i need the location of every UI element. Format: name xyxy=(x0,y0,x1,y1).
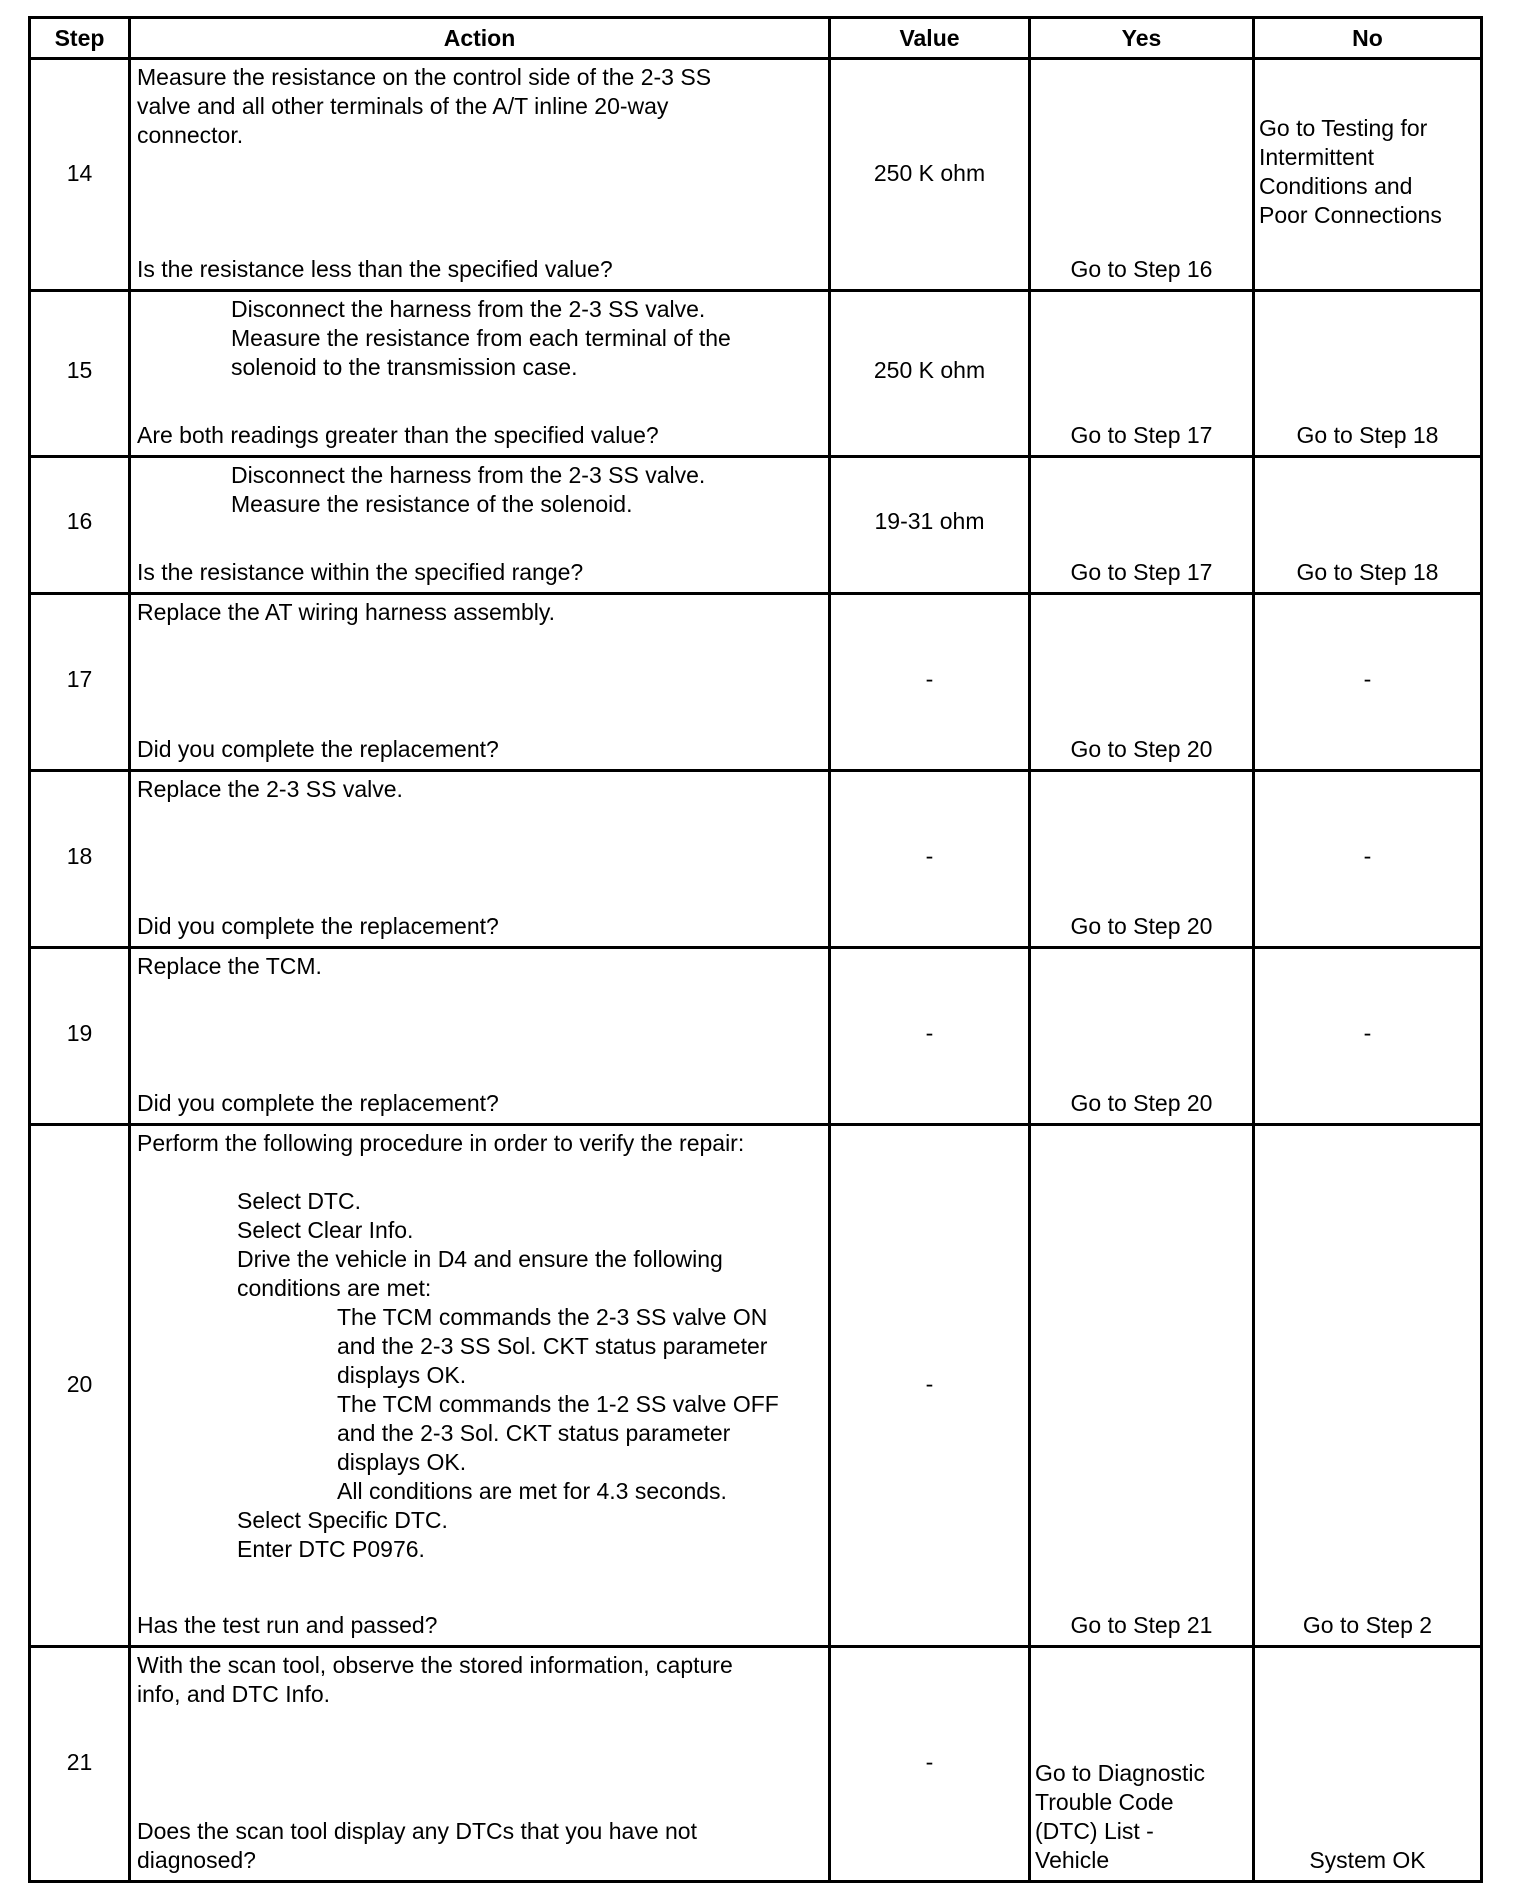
step-number: 15 xyxy=(66,357,93,383)
yes-text: Go to Step 17 xyxy=(1070,559,1213,585)
action-text: Replace the AT wiring harness assembly. xyxy=(137,599,556,625)
table-row xyxy=(30,457,1482,594)
action-text xyxy=(131,458,828,522)
question-text: Did you complete the replacement? xyxy=(137,1090,499,1116)
table-row xyxy=(30,1647,1482,1882)
action-text xyxy=(131,292,828,385)
procedure-substep: displays OK. xyxy=(337,1362,467,1388)
no-line: Conditions and xyxy=(1259,173,1413,199)
yes-text xyxy=(1035,1759,1248,1875)
yes-line: (DTC) List - xyxy=(1035,1818,1154,1844)
table-row xyxy=(30,948,1482,1125)
action-text xyxy=(131,1648,828,1712)
no-text: Go to Step 18 xyxy=(1296,559,1439,585)
action-line: connector. xyxy=(137,122,244,148)
procedure-step: conditions are met: xyxy=(237,1275,432,1301)
no-text xyxy=(1259,114,1476,230)
procedure-substep: The TCM commands the 2-3 SS valve ON xyxy=(337,1304,768,1330)
action-text: Replace the TCM. xyxy=(137,953,322,979)
value-text: 250 K ohm xyxy=(873,357,986,383)
table-row xyxy=(30,594,1482,771)
step-number: 16 xyxy=(66,508,93,534)
no-text: - xyxy=(1363,1020,1372,1046)
yes-text: Go to Step 16 xyxy=(1070,256,1213,282)
table-row xyxy=(30,291,1482,457)
action-text: Perform the following procedure in order to verify the repair: xyxy=(137,1130,745,1156)
procedure-step: Drive the vehicle in D4 and ensure the following xyxy=(237,1246,723,1272)
no-text: System OK xyxy=(1309,1847,1426,1873)
procedure-step: Select Clear Info. xyxy=(237,1217,414,1243)
value-text: 250 K ohm xyxy=(873,160,986,186)
yes-line: Vehicle xyxy=(1035,1847,1110,1873)
action-line: Measure the resistance from each terminal of the xyxy=(231,325,731,351)
table-row xyxy=(30,59,1482,291)
diagnostic-table xyxy=(28,16,1483,1883)
header-action: Action xyxy=(130,18,830,59)
procedure-step: Select Specific DTC. xyxy=(237,1507,448,1533)
step-number: 18 xyxy=(66,843,93,869)
action-line: info, and DTC Info. xyxy=(137,1681,331,1707)
question-text: Did you complete the replacement? xyxy=(137,913,499,939)
no-text: - xyxy=(1363,843,1372,869)
header-step: Step xyxy=(30,18,130,59)
yes-text: Go to Step 20 xyxy=(1070,1090,1213,1116)
question-line: Does the scan tool display any DTCs that you have not xyxy=(137,1818,697,1844)
yes-line: Go to Diagnostic xyxy=(1035,1760,1206,1786)
question-line: diagnosed? xyxy=(137,1847,256,1873)
value-text: - xyxy=(925,1749,934,1775)
no-text: Go to Step 2 xyxy=(1302,1612,1433,1638)
action-text: Replace the 2-3 SS valve. xyxy=(137,776,403,802)
no-line: Go to Testing for xyxy=(1259,115,1428,141)
yes-text: Go to Step 20 xyxy=(1070,736,1213,762)
question-text: Is the resistance within the specified range? xyxy=(137,559,584,585)
question-text: Did you complete the replacement? xyxy=(137,736,499,762)
procedure-substep: and the 2-3 Sol. CKT status parameter xyxy=(337,1420,731,1446)
action-text xyxy=(131,60,828,153)
action-line: Disconnect the harness from the 2-3 SS valve. xyxy=(231,462,706,488)
action-line: valve and all other terminals of the A/T inline 20-way xyxy=(137,93,669,119)
action-line: Measure the resistance on the control side of the 2-3 SS xyxy=(137,64,712,90)
yes-text: Go to Step 20 xyxy=(1070,913,1213,939)
yes-text: Go to Step 21 xyxy=(1070,1612,1213,1638)
header-row xyxy=(30,18,1482,59)
no-line: Poor Connections xyxy=(1259,202,1442,228)
question-text: Is the resistance less than the specified value? xyxy=(137,256,613,282)
no-text: - xyxy=(1363,666,1372,692)
step-number: 20 xyxy=(66,1371,93,1397)
procedure-substep: The TCM commands the 1-2 SS valve OFF xyxy=(337,1391,779,1417)
yes-text: Go to Step 17 xyxy=(1070,422,1213,448)
procedure-substep: All conditions are met for 4.3 seconds. xyxy=(337,1478,727,1504)
procedure-substep: displays OK. xyxy=(337,1449,467,1475)
action-line: With the scan tool, observe the stored information, capture xyxy=(137,1652,733,1678)
action-line: solenoid to the transmission case. xyxy=(231,354,578,380)
value-text: - xyxy=(925,843,934,869)
value-text: 19-31 ohm xyxy=(874,508,985,534)
no-line: Intermittent xyxy=(1259,144,1375,170)
table-row xyxy=(30,1125,1482,1647)
procedure-step: Select DTC. xyxy=(237,1188,361,1214)
question-text: Has the test run and passed? xyxy=(137,1612,438,1638)
question-text xyxy=(137,1817,822,1875)
step-number: 14 xyxy=(66,160,93,186)
procedure-step: Enter DTC P0976. xyxy=(237,1536,425,1562)
header-value: Value xyxy=(830,18,1030,59)
yes-line: Trouble Code xyxy=(1035,1789,1174,1815)
no-text: Go to Step 18 xyxy=(1296,422,1439,448)
value-text: - xyxy=(925,1371,934,1397)
header-yes: Yes xyxy=(1030,18,1254,59)
question-text: Are both readings greater than the specified value? xyxy=(137,422,659,448)
value-text: - xyxy=(925,666,934,692)
step-number: 21 xyxy=(66,1749,93,1775)
value-text: - xyxy=(925,1020,934,1046)
step-number: 19 xyxy=(66,1020,93,1046)
procedure-substep: and the 2-3 SS Sol. CKT status parameter xyxy=(337,1333,768,1359)
action-line: Measure the resistance of the solenoid. xyxy=(231,491,633,517)
procedure-list xyxy=(131,1161,828,1567)
action-line: Disconnect the harness from the 2-3 SS valve. xyxy=(231,296,706,322)
header-no: No xyxy=(1254,18,1482,59)
table-row xyxy=(30,771,1482,948)
step-number: 17 xyxy=(66,666,93,692)
